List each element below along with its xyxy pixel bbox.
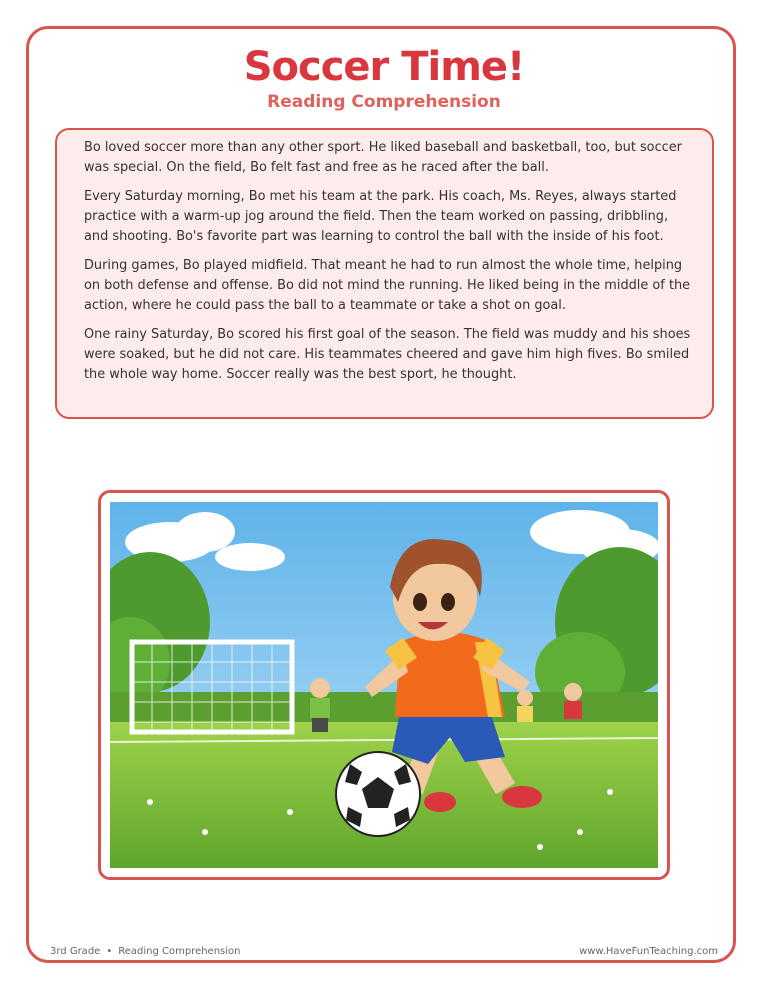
footer-grade-subject — [50, 946, 241, 957]
reading-passage — [55, 128, 714, 419]
footer-subject: Reading Comprehension — [118, 946, 241, 957]
passage-paragraph-1: Bo loved soccer more than any other sport. He liked baseball and basketball, too, but soccer was special. On the field, Bo felt fast and free as he raced after the ball. — [84, 140, 682, 175]
story-illustration — [98, 490, 670, 880]
passage-paragraph-3: During games, Bo played midfield. That meant he had to run almost the whole time, helping on both defense and offense. Bo did not mind the running. He liked being in the middle of the action, where he could pass the ball to a teammate or take a shot on goal. — [84, 258, 691, 313]
passage-paragraph-2: Every Saturday morning, Bo met his team at the park. His coach, Ms. Reyes, always started practice with a warm-up jog around the field. Then the team worked on passing, dribbling, and shooting. Bo's favorite part was learning to control the ball with the inside of his foot. — [84, 189, 677, 244]
page-subtitle: Reading Comprehension — [267, 92, 501, 112]
footer-website-link[interactable]: www.HaveFunTeaching.com — [579, 946, 718, 957]
footer-separator: • — [106, 946, 113, 957]
page-title: Soccer Time! — [243, 44, 525, 90]
passage-paragraph-4: One rainy Saturday, Bo scored his first goal of the season. The field was muddy and his shoes were soaked, but he did not care. His teammates cheered and gave him high fives. Bo smiled the whole way home. Soccer really was the best sport, he thought. — [84, 327, 691, 382]
footer-grade: 3rd Grade — [50, 946, 101, 957]
soccer-ball-icon — [336, 752, 420, 836]
boy-kicking-soccer-ball-icon — [110, 502, 658, 868]
